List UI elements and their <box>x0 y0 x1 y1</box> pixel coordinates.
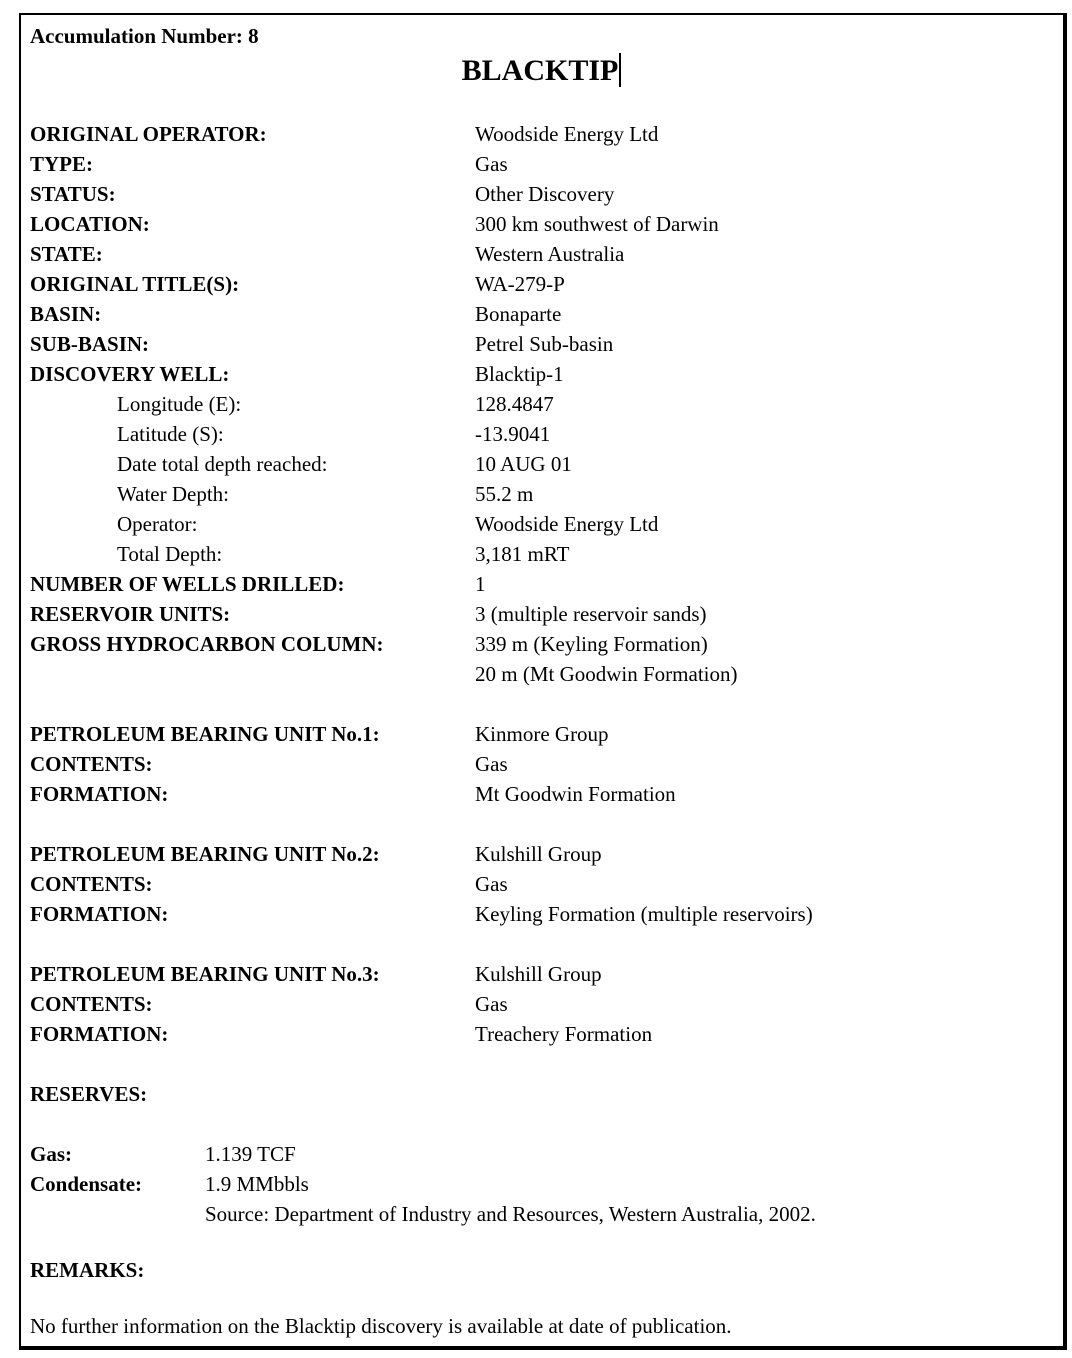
field-value: Gas <box>475 752 508 776</box>
document-title: BLACKTIP <box>461 54 619 87</box>
field-value: Other Discovery <box>475 182 615 206</box>
field-label: Total Depth: <box>117 542 223 566</box>
field-row <box>30 149 1053 179</box>
field-label: CONTENTS: <box>30 992 153 1016</box>
reserves-heading: RESERVES: <box>30 1082 148 1106</box>
field-row <box>30 1019 1053 1049</box>
field-label: PETROLEUM BEARING UNIT No.2: <box>30 842 380 866</box>
field-row <box>30 869 1053 899</box>
field-label: Operator: <box>117 512 198 536</box>
field-label: GROSS HYDROCARBON COLUMN: <box>30 632 384 656</box>
field-value: 10 AUG 01 <box>475 452 572 476</box>
document-page <box>19 13 1067 1350</box>
field-row <box>30 389 1053 419</box>
field-row <box>30 449 1053 479</box>
field-label: PETROLEUM BEARING UNIT No.3: <box>30 962 380 986</box>
field-value: 1 <box>475 572 486 596</box>
field-row <box>30 779 1053 809</box>
field-row <box>30 599 1053 629</box>
field-row <box>30 269 1053 299</box>
field-value: 1.9 MMbbls <box>205 1172 309 1196</box>
field-value: Woodside Energy Ltd <box>475 122 659 146</box>
document-title-line[interactable] <box>30 53 1053 89</box>
field-label: FORMATION: <box>30 902 169 926</box>
field-value: 339 m (Keyling Formation) <box>475 632 708 656</box>
field-value: Gas <box>475 992 508 1016</box>
field-label: ORIGINAL TITLE(S): <box>30 272 240 296</box>
field-value: Western Australia <box>475 242 625 266</box>
petroleum-unit-block <box>30 719 1053 809</box>
petroleum-units-section <box>30 719 1053 1049</box>
field-row <box>30 989 1053 1019</box>
field-row <box>30 1169 1053 1199</box>
field-row <box>30 539 1053 569</box>
field-row <box>30 239 1053 269</box>
field-value: 20 m (Mt Goodwin Formation) <box>475 662 738 686</box>
field-value: Blacktip-1 <box>475 362 564 386</box>
petroleum-unit-block <box>30 959 1053 1049</box>
field-value: Woodside Energy Ltd <box>475 512 659 536</box>
remarks-heading: REMARKS: <box>30 1258 145 1282</box>
field-label: CONTENTS: <box>30 752 153 776</box>
field-value: Petrel Sub-basin <box>475 332 614 356</box>
field-row <box>30 509 1053 539</box>
field-label: Gas: <box>30 1142 72 1166</box>
field-label <box>30 659 475 689</box>
field-row <box>30 959 1053 989</box>
field-label <box>30 1199 205 1229</box>
field-value: Kinmore Group <box>475 722 609 746</box>
field-value: Keyling Formation (multiple reservoirs) <box>475 902 813 926</box>
field-label: NUMBER OF WELLS DRILLED: <box>30 572 345 596</box>
field-value: Gas <box>475 152 508 176</box>
field-value: Kulshill Group <box>475 842 602 866</box>
field-row <box>30 479 1053 509</box>
field-label: Longitude (E): <box>117 392 242 416</box>
field-value: Gas <box>475 872 508 896</box>
field-label: Condensate: <box>30 1172 143 1196</box>
field-row <box>30 749 1053 779</box>
field-row <box>30 629 1053 659</box>
field-value: Mt Goodwin Formation <box>475 782 676 806</box>
field-value: 1.139 TCF <box>205 1142 296 1166</box>
field-row <box>30 329 1053 359</box>
field-row <box>30 419 1053 449</box>
field-label: PETROLEUM BEARING UNIT No.1: <box>30 722 380 746</box>
field-label: DISCOVERY WELL: <box>30 362 230 386</box>
text-cursor <box>619 53 621 87</box>
field-value: Source: Department of Industry and Resources, Western Australia, 2002. <box>205 1202 816 1226</box>
field-value: 55.2 m <box>475 482 534 506</box>
field-label: RESERVOIR UNITS: <box>30 602 231 626</box>
field-value: Kulshill Group <box>475 962 602 986</box>
field-label: BASIN: <box>30 302 102 326</box>
details-section <box>30 119 1053 689</box>
field-value: WA-279-P <box>475 272 565 296</box>
field-row <box>30 569 1053 599</box>
field-label: Water Depth: <box>117 482 230 506</box>
remarks-text: No further information on the Blacktip discovery is available at date of publication. <box>30 1314 732 1338</box>
field-row <box>30 1139 1053 1169</box>
field-label: FORMATION: <box>30 1022 169 1046</box>
accumulation-number: Accumulation Number: 8 <box>30 24 259 48</box>
field-row <box>30 659 1053 689</box>
field-label: TYPE: <box>30 152 93 176</box>
field-label: Latitude (S): <box>117 422 224 446</box>
petroleum-unit-block <box>30 839 1053 929</box>
field-row <box>30 179 1053 209</box>
field-row <box>30 719 1053 749</box>
field-label: STATUS: <box>30 182 116 206</box>
field-row <box>30 299 1053 329</box>
field-label: STATE: <box>30 242 103 266</box>
field-label: LOCATION: <box>30 212 150 236</box>
field-row <box>30 839 1053 869</box>
field-row <box>30 119 1053 149</box>
reserves-section <box>30 1139 1053 1229</box>
field-label: ORIGINAL OPERATOR: <box>30 122 267 146</box>
field-value: Bonaparte <box>475 302 562 326</box>
field-value: 300 km southwest of Darwin <box>475 212 719 236</box>
field-row <box>30 899 1053 929</box>
field-label: CONTENTS: <box>30 872 153 896</box>
field-row <box>30 1199 1053 1229</box>
field-row <box>30 359 1053 389</box>
field-row <box>30 209 1053 239</box>
field-value: 3,181 mRT <box>475 542 570 566</box>
field-value: 3 (multiple reservoir sands) <box>475 602 707 626</box>
field-value: 128.4847 <box>475 392 554 416</box>
field-label: SUB-BASIN: <box>30 332 150 356</box>
field-label: Date total depth reached: <box>117 452 328 476</box>
field-value: -13.9041 <box>475 422 551 446</box>
field-value: Treachery Formation <box>475 1022 653 1046</box>
field-label: FORMATION: <box>30 782 169 806</box>
